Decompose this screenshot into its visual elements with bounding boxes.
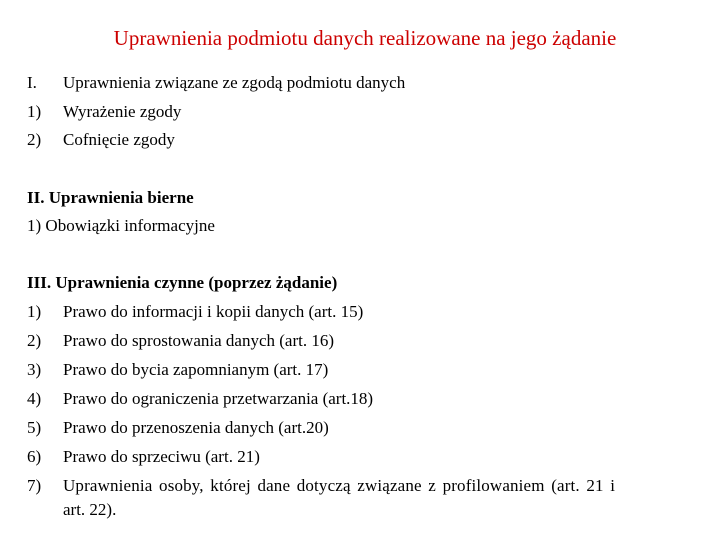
list-item-continuation: art. 22). — [63, 500, 117, 519]
list-item-text: Prawo do przenoszenia danych (art.20) — [63, 418, 329, 437]
section-1-heading-text: Uprawnienia związane ze zgodą podmiotu danych — [63, 73, 406, 92]
slide-title: Uprawnienia podmiotu danych realizowane na jego żądanie — [113, 26, 617, 50]
list-item — [27, 475, 615, 497]
list-item-text: Wyrażenie zgody — [63, 102, 182, 121]
list-item-text: Prawo do bycia zapomnianym (art. 17) — [63, 360, 329, 379]
list-item — [27, 301, 363, 323]
list-item-number: 7) — [27, 476, 42, 495]
section-2-heading: II. Uprawnienia bierne — [27, 188, 194, 207]
list-item-number: 6) — [27, 447, 42, 466]
list-item-number: 1) — [27, 102, 42, 121]
section-1-number: I. — [27, 73, 37, 92]
list-item-text: Prawo do ograniczenia przetwarzania (art.18) — [63, 389, 374, 408]
list-item-number: 4) — [27, 389, 42, 408]
list-item-text: Prawo do sprostowania danych (art. 16) — [63, 331, 334, 350]
list-item-number: 5) — [27, 418, 42, 437]
list-item-text: Uprawnienia osoby, której dane dotyczą związane z profilowaniem (art. 21 i — [63, 476, 616, 495]
list-item-number: 2) — [27, 331, 42, 350]
section-1-heading — [27, 72, 405, 94]
list-item — [27, 129, 175, 151]
list-item — [27, 359, 328, 381]
section-3-heading: III. Uprawnienia czynne (poprzez żądanie) — [27, 273, 338, 292]
list-item-number: 3) — [27, 360, 42, 379]
list-item-text: Prawo do sprzeciwu (art. 21) — [63, 447, 260, 466]
list-item — [27, 330, 334, 352]
list-item — [27, 446, 260, 468]
list-item-text: Prawo do informacji i kopii danych (art. 15) — [63, 302, 364, 321]
list-item — [27, 101, 181, 123]
list-item-number: 2) — [27, 130, 42, 149]
list-item — [27, 388, 373, 410]
list-item — [27, 417, 329, 439]
list-item-text: Cofnięcie zgody — [63, 130, 175, 149]
list-item: 1) Obowiązki informacyjne — [27, 216, 215, 235]
list-item-number: 1) — [27, 302, 42, 321]
